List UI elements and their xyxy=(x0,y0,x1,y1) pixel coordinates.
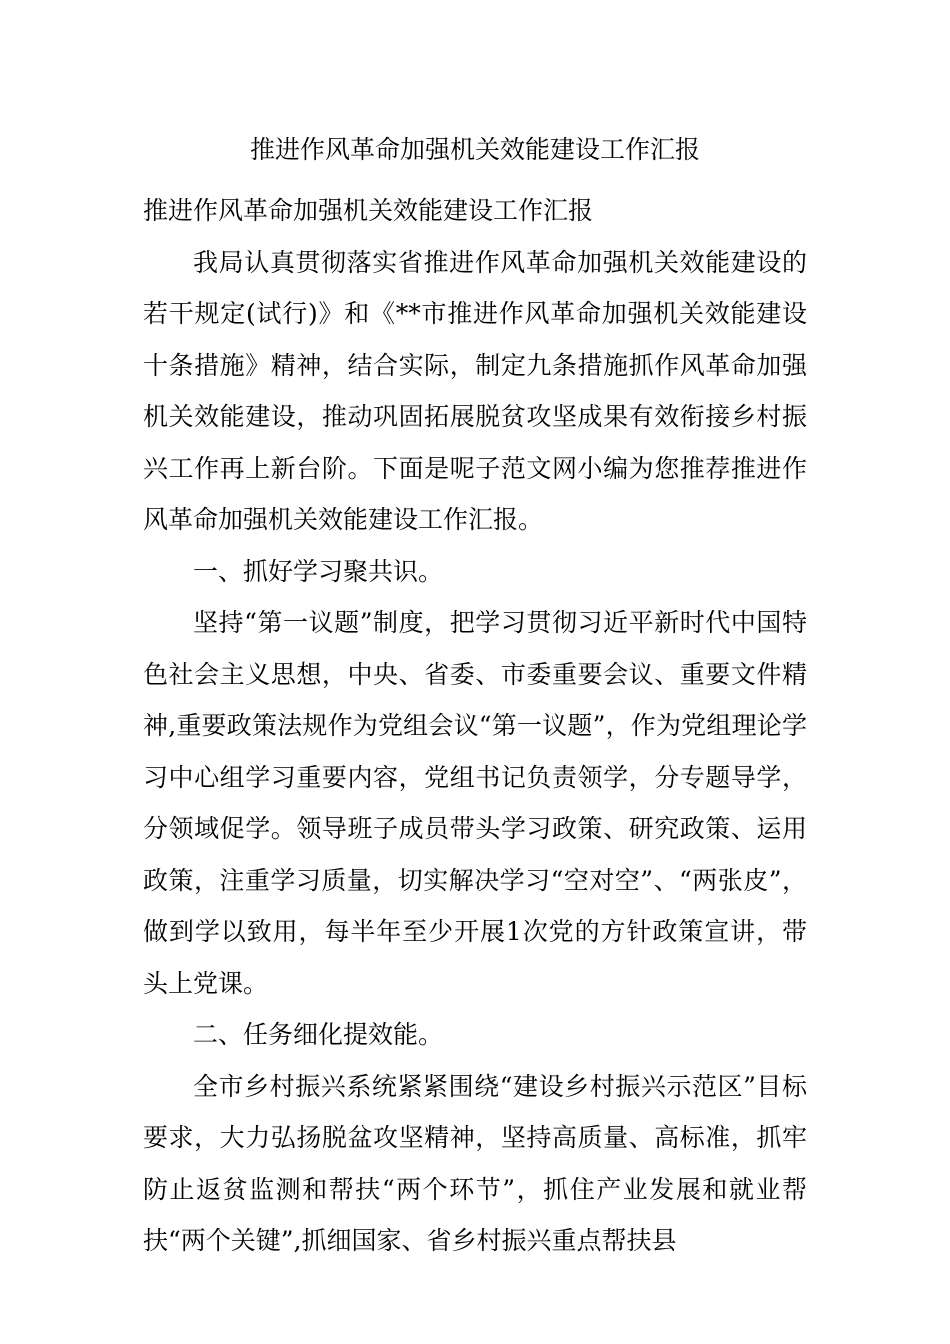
paragraph-section-2: 全市乡村振兴系统紧紧围绕“建设乡村振兴示范区”目标要求，大力弘扬脱盆攻坚精神，坚持高质量、高标准，抓牢防止返贫监测和帮扶“两个环节”，抓住产业发展和就业帮扶“两个关键”,抓细国家、省乡村振兴重点帮扶县 xyxy=(143,1071,807,1255)
paragraph-section-1: 坚持“第一议题”制度，把学习贯彻习近平新时代中国特色社会主义思想，中央、省委、市委重要会议、重要文件精神,重要政策法规作为党组会议“第一议题”，作为党组理论学习中心组学习重要内容，党组书记负责领学，分专题导学，分领域促学。领导班子成员带头学习政策、研究政策、运用政策，注重学习质量，切实解决学习“空对空”、“两张皮”，做到学以致用，每半年至少开展1次党的方针政策宣讲，带头上党课。 xyxy=(143,608,807,998)
document-subtitle: 推进作风革命加强机关效能建设工作汇报 xyxy=(143,196,594,225)
paragraph-intro: 我局认真贯彻落实省推进作风革命加强机关效能建设的若干规定(试行)》和《**市推进作风革命加强机关效能建设十条措施》精神，结合实际，制定九条措施抓作风革命加强机关效能建设，推动巩固拓展脱贫攻坚成果有效衔接乡村振兴工作再上新台阶。下面是呢子范文网小编为您推荐推进作风革命加强机关效能建设工作汇报。 xyxy=(143,247,807,534)
document-title: 推进作风革命加强机关效能建设工作汇报 xyxy=(249,135,700,164)
section-heading-1: 一、抓好学习聚共识。 xyxy=(193,556,444,586)
section-heading-2: 二、任务细化提效能。 xyxy=(193,1020,444,1049)
document-body xyxy=(143,185,807,1267)
